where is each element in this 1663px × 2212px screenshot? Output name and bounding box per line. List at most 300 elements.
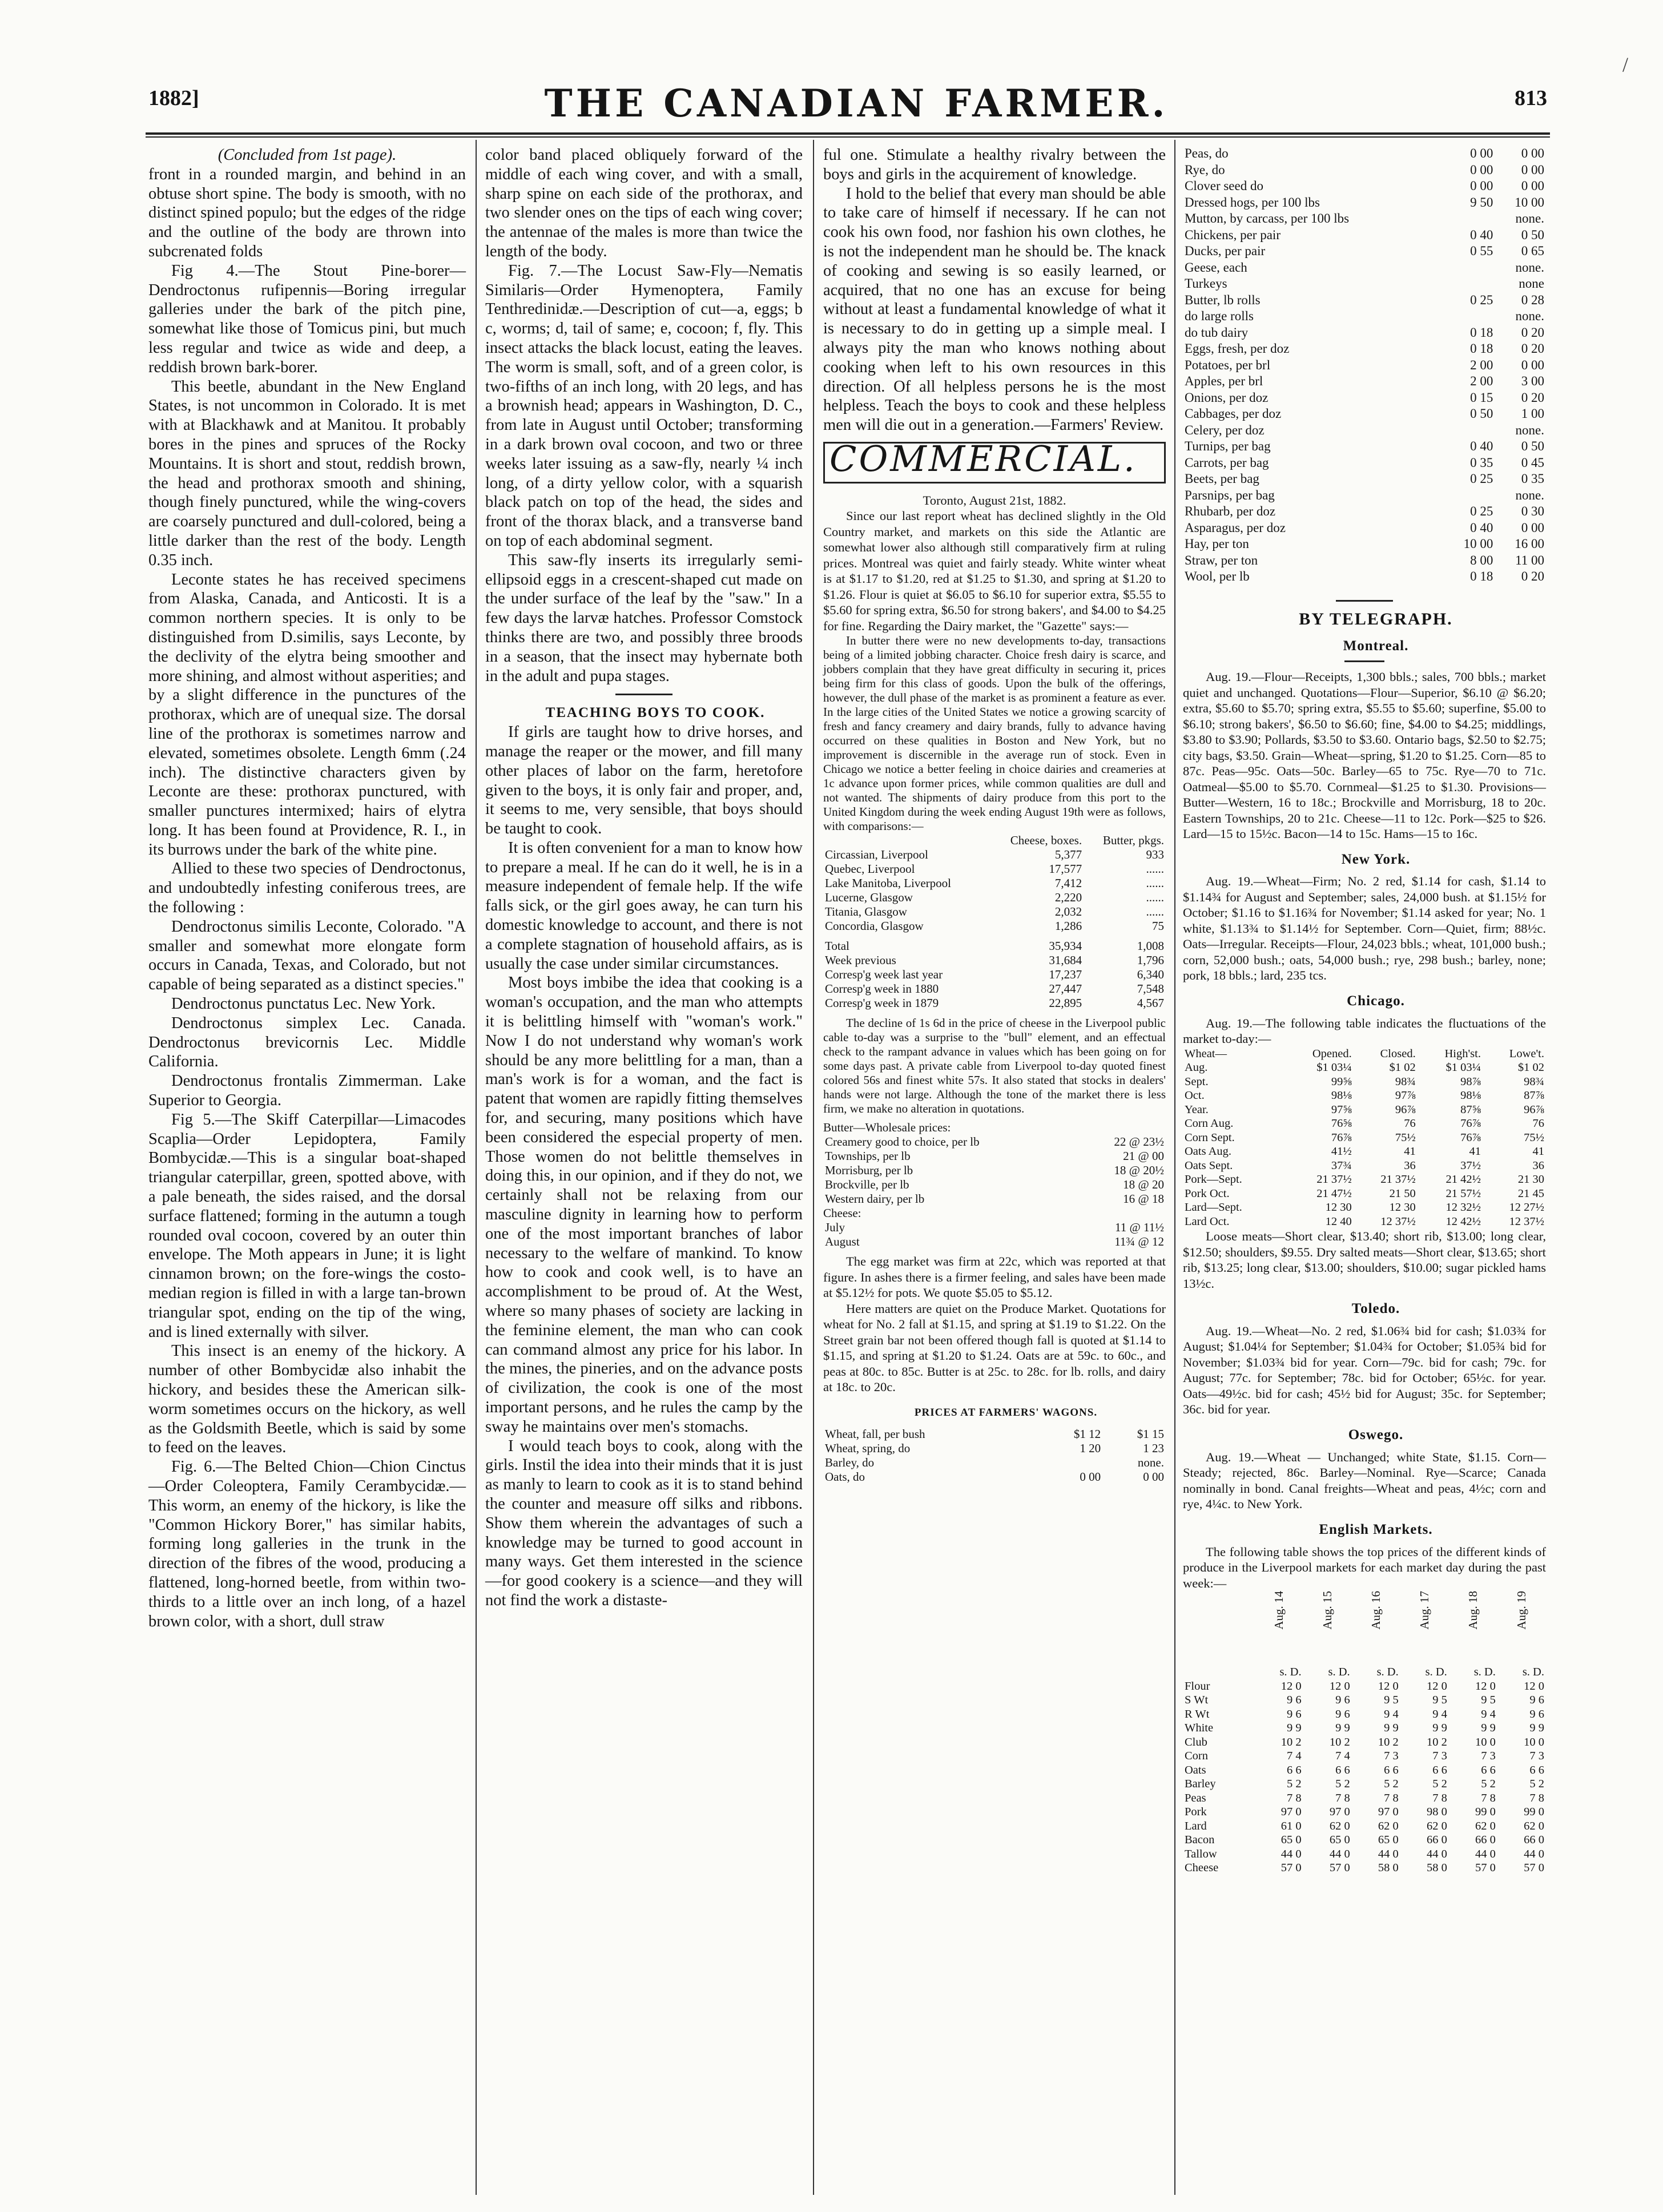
table-row xyxy=(823,1220,1166,1235)
paragraph: Here matters are quiet on the Produce Market. Quotations for wheat for No. 2 fall at $1.15, and spring at $1.19 to $1.22. On the Street grain bar not been offered though fall is quoted at $1.14 to $1.15, and spring at $1.20 to $1.24. Oats are at 59c. to 60c., and peas at 80c. to 85c. Butter is at 25c. to 28c. for lb. rolls, and dairy at 18c. to 20c. xyxy=(823,1301,1166,1395)
paragraph: Leconte states he has received specimens from Alaska, Canada, and Anticosti. It is a common northern species. It is only to be distinguished from D.similis, says Leconte, by the declivity of the elytra being smoother and more shining, and almost without asperities; and by a slight difference in the punctures of the prothorax, which are of unequal size. The dorsal line of the prothorax is sometimes narrow and elevated, sometimes obsolete. Length 6mm (.24 inch). The distinctive characters given by Leconte are these: prothorax punctured, with smaller punctures intermixed; hairs of elytra long. It has been found at Providence, R. I., in its burrows under the bark of the white pine. xyxy=(148,570,466,859)
table-cell: 7 3 xyxy=(1384,1750,1399,1763)
section-separator xyxy=(1336,600,1393,602)
table-cell: 41 xyxy=(1532,1145,1544,1158)
table-row xyxy=(823,1456,1166,1470)
table-cell: 0 20 xyxy=(1521,569,1544,583)
row-label: Lucerne, Glasgow xyxy=(825,891,913,905)
table-cell: 1,008 xyxy=(1137,939,1164,953)
row-label: Week previous xyxy=(825,953,896,968)
table-cell: 0 50 xyxy=(1521,439,1544,453)
table-cell: 76 xyxy=(1532,1117,1544,1130)
table-cell: 4,567 xyxy=(1137,996,1164,1010)
table-cell: 0 40 xyxy=(1470,520,1493,535)
units-label: s. D. xyxy=(1425,1666,1447,1679)
units-label: s. D. xyxy=(1328,1666,1350,1679)
table-cell: 11 @ 11½ xyxy=(1114,1220,1164,1235)
table-cell: $1 15 xyxy=(1137,1427,1164,1441)
continued-note: (Concluded from 1st page). xyxy=(218,146,397,164)
table-header: Lowe't. xyxy=(1509,1047,1544,1060)
table-cell: 57 0 xyxy=(1281,1862,1302,1875)
row-label: Circassian, Liverpool xyxy=(825,848,928,862)
row-label: July xyxy=(825,1220,845,1235)
table-header: Butter, pkgs. xyxy=(1102,833,1164,848)
date-header: Aug. 15 xyxy=(1320,1591,1334,1630)
market-report: Aug. 19.—The following table indicates the fluctuations of the market to-day:— xyxy=(1183,1016,1546,1046)
table-cell: 7 8 xyxy=(1481,1791,1496,1804)
table-row xyxy=(1183,1679,1546,1694)
table-cell: 35,934 xyxy=(1049,939,1082,953)
row-label: Dressed hogs, per 100 lbs xyxy=(1185,195,1320,209)
table-cell: 66 0 xyxy=(1426,1834,1447,1847)
table-row xyxy=(1183,1749,1546,1763)
paragraph: Fig 4.—The Stout Pine-borer—Dendroctonus rufipennis—Boring irregular galleries under the bark of the pitch pine, somewhat like those of Tomicus pini, but much less regular and twice as wide and deep, a reddish brown bark-borer. xyxy=(148,261,466,376)
paragraph: Dendroctonus frontalis Zimmerman. Lake Superior to Georgia. xyxy=(148,1072,466,1110)
table-cell: 66 0 xyxy=(1524,1834,1544,1847)
paragraph: This insect is an enemy of the hickory. A number of other Bombycidæ also inhabit the hickory, and besides these the American silk-worm sometimes occurs on the hickory, as well as the Goldsmith Beetle, which is said by some to feed on the leaves. xyxy=(148,1342,466,1457)
table-row xyxy=(1183,1693,1546,1707)
row-label: Rye, do xyxy=(1185,162,1225,177)
table-cell: 0 50 xyxy=(1470,406,1493,421)
paragraph: It is often convenient for a man to know how to prepare a meal. If he can do it well, he is in a measure independent of female help. If the wife falls sick, or the girl goes away, he can turn his domestic knowledge to account, and there is not a complete stagnation of household affairs, as is usually the case under similar circumstances. xyxy=(485,839,803,973)
table-cell: 0 00 xyxy=(1521,357,1544,372)
table-cell: 5 2 xyxy=(1287,1778,1302,1791)
chicago-fluctuations-table xyxy=(1183,1047,1546,1229)
table-cell: none. xyxy=(1515,422,1544,437)
row-label: Creamery good to choice, per lb xyxy=(825,1135,980,1149)
table-row xyxy=(823,1235,1166,1249)
table-cell: 75 xyxy=(1152,919,1164,933)
table-row xyxy=(1183,308,1546,325)
table-row xyxy=(1183,1089,1546,1103)
table-row xyxy=(1183,373,1546,390)
row-label: Pork Oct. xyxy=(1185,1187,1230,1200)
dateline: Toronto, August 21st, 1882. xyxy=(923,493,1066,507)
table-cell: 0 18 xyxy=(1470,569,1493,583)
date-header: Aug. 18 xyxy=(1466,1591,1480,1630)
table-cell: 21 37½ xyxy=(1316,1173,1352,1186)
butter-prices-table xyxy=(823,1135,1166,1206)
table-cell: 21 57½ xyxy=(1445,1187,1481,1200)
table-cell: 7,412 xyxy=(1054,876,1082,891)
paragraph: The egg market was firm at 22c, which was reported at that figure. In ashes there is a firmer feeling, and sales have been made at $5.12½ for pots. We quote $5.05 to $5.12. xyxy=(823,1254,1166,1300)
table-cell: 0 00 xyxy=(1143,1469,1164,1484)
table-row xyxy=(823,1427,1166,1441)
row-label: Peas, do xyxy=(1185,146,1229,160)
table-row xyxy=(1183,1103,1546,1117)
paragraph: This saw-fly inserts its irregularly semi-ellipsoid eggs in a crescent-shaped cut made on the under surface of the leaf by the "saw." In a few days the larvæ hatches. Professor Comstock thinks there are two, and possibly three broods in a season, that the insect may hybernate both in the adult and pupa stages. xyxy=(485,551,803,685)
table-cell: 6,340 xyxy=(1137,968,1164,982)
row-label: Carrots, per bag xyxy=(1185,455,1269,470)
table-cell: 933 xyxy=(1146,848,1164,862)
table-cell: 41 xyxy=(1469,1145,1481,1158)
table-header: Cheese, boxes. xyxy=(1010,833,1082,848)
table-cell: 0 40 xyxy=(1470,227,1493,242)
produce-prices-table xyxy=(1183,146,1546,585)
table-row xyxy=(823,862,1166,876)
market-heading: Chicago. xyxy=(1347,993,1405,1009)
row-label: Straw, per ton xyxy=(1185,553,1258,567)
table-cell: 44 0 xyxy=(1426,1847,1447,1860)
table-cell: 87⅞ xyxy=(1524,1089,1544,1102)
column-divider xyxy=(813,140,814,2195)
row-label: Turkeys xyxy=(1185,276,1227,291)
table-row xyxy=(1183,1847,1546,1862)
row-label: White xyxy=(1185,1722,1214,1735)
row-label: do large rolls xyxy=(1185,309,1254,323)
table-cell: 96⅞ xyxy=(1395,1103,1416,1116)
table-cell: 0 35 xyxy=(1521,472,1544,486)
table-row xyxy=(823,968,1166,982)
row-label: Morrisburg, per lb xyxy=(825,1163,913,1178)
table-cell: 62 0 xyxy=(1524,1819,1544,1832)
table-cell: 0 15 xyxy=(1470,390,1493,405)
row-label: Flour xyxy=(1185,1679,1210,1693)
table-cell: 12 0 xyxy=(1475,1679,1496,1693)
table-cell: 7 4 xyxy=(1287,1750,1302,1763)
row-label: do tub dairy xyxy=(1185,325,1249,340)
table-cell xyxy=(1444,487,1495,504)
row-label: August xyxy=(825,1235,860,1249)
table-row xyxy=(823,905,1166,919)
table-row xyxy=(1183,455,1546,472)
table-cell: 10 2 xyxy=(1329,1735,1350,1748)
table-row xyxy=(1183,422,1546,439)
column-1 xyxy=(148,146,466,1631)
table-cell: 10 00 xyxy=(1515,195,1544,209)
table-cell: 2,220 xyxy=(1054,891,1082,905)
newspaper-title: THE CANADIAN FARMER. xyxy=(544,81,1169,126)
table-cell: none. xyxy=(1515,309,1544,323)
telegraph-heading: BY TELEGRAPH. xyxy=(1299,609,1453,628)
row-label: Turnips, per bag xyxy=(1185,439,1271,453)
table-cell: 31,684 xyxy=(1049,953,1082,968)
table-cell xyxy=(1444,260,1495,276)
table-cell: 58 0 xyxy=(1378,1862,1399,1875)
column-3 xyxy=(823,146,1166,1484)
table-cell: 9 5 xyxy=(1481,1694,1496,1707)
row-label: S Wt xyxy=(1185,1694,1209,1707)
table-cell: 16 00 xyxy=(1515,537,1544,551)
table-row xyxy=(1183,536,1546,553)
row-label: Corn Sept. xyxy=(1185,1131,1235,1144)
row-label: Wheat, spring, do xyxy=(825,1441,911,1455)
row-label: Corn Aug. xyxy=(1185,1117,1234,1130)
row-label: Geese, each xyxy=(1185,260,1247,275)
row-label: Oats Sept. xyxy=(1185,1159,1233,1172)
row-label: Oct. xyxy=(1185,1089,1205,1102)
margin-mark: / xyxy=(1622,53,1629,76)
prices-heading: PRICES AT FARMERS' WAGONS. xyxy=(914,1406,1098,1419)
table-cell: 62 0 xyxy=(1475,1819,1496,1832)
table-row xyxy=(1183,1061,1546,1075)
row-label: Mutton, by carcass, per 100 lbs xyxy=(1185,211,1350,225)
table-cell: 11¾ @ 12 xyxy=(1114,1235,1164,1249)
table-row xyxy=(1183,195,1546,211)
row-label: Butter, lb rolls xyxy=(1185,292,1261,307)
table-cell: 87⅝ xyxy=(1460,1103,1481,1116)
table-cell: 8 00 xyxy=(1470,553,1493,567)
table-row xyxy=(1183,146,1546,162)
table-cell: 65 0 xyxy=(1378,1834,1399,1847)
table-cell: 37¾ xyxy=(1331,1159,1352,1172)
table-cell: 2 00 xyxy=(1470,374,1493,388)
table-row xyxy=(1183,1075,1546,1089)
row-label: Wool, per lb xyxy=(1185,569,1250,583)
table-row xyxy=(823,953,1166,968)
table-cell: 0 00 xyxy=(1521,179,1544,193)
paragraph: If girls are taught how to drive horses, and manage the reaper or the mower, and fill many other places of labor on the farm, heretofore given to the boys, it is only fair and proper, and, it seems to me, very sensible, that boys should be taught to cook. xyxy=(485,723,803,838)
butter-heading: Butter—Wholesale prices: xyxy=(823,1121,951,1135)
table-cell: 75½ xyxy=(1395,1131,1416,1144)
table-cell: 7 3 xyxy=(1432,1750,1447,1763)
table-cell: none xyxy=(1519,276,1544,291)
paragraph: front in a rounded margin, and behind in an obtuse short spine. The body is smooth, with no distinct spined populo; but the edges of the ridge and the outline of the body are thrown into subcrenated folds xyxy=(148,165,466,260)
table-cell: 0 35 xyxy=(1470,455,1493,470)
table-cell: 18 @ 20 xyxy=(1123,1178,1164,1192)
column-2 xyxy=(485,146,803,1610)
table-cell: 1 00 xyxy=(1521,406,1544,421)
paragraph: I hold to the belief that every man should be able to take care of himself if necessary. If he can not cook his own food, nor fashion his own clothes, he is not the independent man he should be. The knack of cooking and sewing is so easily learned, or acquired, that no one has an excuse for being without at least a fundamental knowledge of what it is necessary to do in getting up a simple meal. I always pity the man who knows nothing about cooking when left to his own resources in this direction. Of all helpless persons he is the most helpless. Teach the boys to cook and these helpless men will die out in a generation.—Farmers' Review. xyxy=(823,184,1166,434)
table-cell: 0 45 xyxy=(1521,455,1544,470)
market-report: Aug. 19.—Wheat—No. 2 red, $1.06¾ bid for cash; $1.03¾ for August; $1.04¼ for September; $1.04¾ for October; $1.05¾ bid for November; $1.03¾ bid for year. Corn—79c. bid for cash; 79c. for August; 77c. for September; 78c. bid for October; 65½c. for year. Oats—49½c. bid for cash; 45½ bid for August; 35c. for September; 36c. bid for year. xyxy=(1183,1323,1546,1417)
table-cell: 17,577 xyxy=(1049,862,1082,876)
table-row xyxy=(1183,1117,1546,1131)
table-cell: 0 28 xyxy=(1521,292,1544,307)
table-row xyxy=(1183,1187,1546,1201)
market-report: Aug. 19.—Flour—Receipts, 1,300 bbls.; sales, 700 bbls.; market quiet and unchanged. Quotations—Flour—Superior, $6.10 @ $6.20; extra, $5.60 to $5.70; spring extra, $5.55 to $5.60; superfine, $5.00 to $6.10; strong bakers', $6.50 to $6.60; fine, $4.00 to $4.25; middlings, $3.80 to $3.90; Pollards, $3.50 to $3.60. Ontario bags, $2.50 to $2.75; city bags, $3.50. Grain—Wheat—spring, $1.20 to $1.25. Corn—85 to 87c. Peas—95c. Oats—50c. Barley—65 to 75c. Rye—70 to 71c. Oatmeal—$5.00 to $5.70. Cornmeal—$1.25 to $1.30. Provisions—Butter—Western, 16 to 18c.; Brockville and Morrisburg, 18 to 20c. Eastern Townships, 20 to 21c. Cheese—11 to 12c. Pork—$25 to $26. Lard—15 to 15½c. Bacon—14 to 15c. Hams—15 to 16c. xyxy=(1183,670,1546,841)
table-cell: 21 50 xyxy=(1389,1187,1416,1200)
units-label: s. D. xyxy=(1376,1666,1399,1679)
row-label: Townships, per lb xyxy=(825,1149,911,1163)
table-cell: 7 4 xyxy=(1335,1750,1350,1763)
table-cell: 65 0 xyxy=(1281,1834,1302,1847)
row-label: Rhubarb, per doz xyxy=(1185,504,1276,518)
table-cell: 76⅞ xyxy=(1460,1131,1481,1144)
row-label: Hay, per ton xyxy=(1185,537,1249,551)
table-row xyxy=(1183,1159,1546,1173)
table-row xyxy=(1183,1777,1546,1791)
table-cell xyxy=(1444,308,1495,325)
table-cell: 75½ xyxy=(1524,1131,1544,1144)
table-cell: 0 65 xyxy=(1521,244,1544,258)
table-cell: 18 @ 20½ xyxy=(1114,1163,1164,1178)
table-row xyxy=(1183,1791,1546,1806)
table-cell: 5 2 xyxy=(1384,1778,1399,1791)
table-cell: 5,377 xyxy=(1054,848,1082,862)
units-label: s. D. xyxy=(1522,1666,1544,1679)
table-cell: $1 03¼ xyxy=(1316,1061,1352,1074)
table-cell: 98⅞ xyxy=(1460,1075,1481,1088)
row-label: Barley xyxy=(1185,1778,1216,1791)
table-row xyxy=(823,1163,1166,1178)
table-cell: 7 8 xyxy=(1529,1791,1544,1804)
date-header: Aug. 19 xyxy=(1515,1591,1529,1630)
table-row xyxy=(823,1470,1166,1484)
table-cell xyxy=(1039,1456,1102,1470)
table-row xyxy=(1183,1819,1546,1834)
table-cell: 65 0 xyxy=(1329,1834,1350,1847)
table-cell: 12 32½ xyxy=(1445,1201,1481,1214)
paragraph: This beetle, abundant in the New England States, is not uncommon in Colorado. It is met with at Blackhawk and at Manitou. It probably bores in the pines and spruces of the Rocky Mountains. It is short and stout, reddish brown, the head and prothorax smooth and shining, though finely punctured, while the wing-covers are coarsely punctured and dull-colored, being a little darker than the rest of the body. Length 0.35 inch. xyxy=(148,377,466,569)
table-row xyxy=(823,1149,1166,1163)
table-header: Closed. xyxy=(1380,1047,1416,1060)
row-label: Beets, per bag xyxy=(1185,472,1259,486)
row-label: Club xyxy=(1185,1735,1207,1748)
row-label: Lard Oct. xyxy=(1185,1215,1230,1228)
table-cell: 6 6 xyxy=(1529,1763,1544,1776)
table-cell: 12 0 xyxy=(1524,1679,1544,1693)
table-cell: 0 00 xyxy=(1080,1469,1101,1484)
table-cell: 21 37½ xyxy=(1380,1173,1416,1186)
table-cell xyxy=(1444,211,1495,227)
row-label: Chickens, per pair xyxy=(1185,227,1281,242)
row-label: Aug. xyxy=(1185,1061,1208,1074)
table-row xyxy=(1183,1200,1546,1215)
table-cell: 41 xyxy=(1404,1145,1416,1158)
table-cell: 41½ xyxy=(1331,1145,1352,1158)
article-heading: TEACHING BOYS TO COOK. xyxy=(545,705,766,721)
table-cell: 9 4 xyxy=(1432,1707,1447,1721)
table-cell: 10 2 xyxy=(1426,1735,1447,1748)
table-row xyxy=(1183,292,1546,309)
table-cell: 10 00 xyxy=(1463,537,1493,551)
table-cell: 9 9 xyxy=(1481,1722,1496,1735)
table-cell: 0 50 xyxy=(1521,227,1544,242)
table-cell: 44 0 xyxy=(1475,1847,1496,1860)
table-cell: 0 20 xyxy=(1521,325,1544,340)
header-year: 1882] xyxy=(148,86,199,110)
row-label: Quebec, Liverpool xyxy=(825,862,915,876)
paragraph: Dendroctonus similis Leconte, Colorado. "A smaller and somewhat more elongate form occurs in Canada, Texas, and Colorado, but not capable of being separated as a distinct species." xyxy=(148,917,466,994)
row-label: Eggs, fresh, per doz xyxy=(1185,341,1290,356)
section-separator xyxy=(1344,660,1384,662)
table-cell: 6 6 xyxy=(1335,1763,1350,1776)
table-cell: 1,796 xyxy=(1137,953,1164,968)
table-row xyxy=(1183,1763,1546,1778)
table-row xyxy=(823,939,1166,953)
table-cell: 9 6 xyxy=(1529,1694,1544,1707)
table-cell: 7 3 xyxy=(1529,1750,1544,1763)
table-cell: 0 18 xyxy=(1470,341,1493,356)
table-row xyxy=(1183,390,1546,406)
table-cell: 9 5 xyxy=(1432,1694,1447,1707)
table-cell: 10 2 xyxy=(1281,1735,1302,1748)
table-cell: 0 55 xyxy=(1470,244,1493,258)
paragraph: Fig. 6.—The Belted Chion—Chion Cinctus—Order Coleoptera, Family Cerambycidæ.—This worm, an enemy of the hickory, is like the "Common Hickory Borer," has similar habits, forming long galleries in the trunk in the direction of the fibres of the wood, producing a flattened, long-horned beetle, from within two-thirds to a little over an inch long, of a hazel brown color, with a short, dull straw xyxy=(148,1458,466,1630)
table-cell: 58 0 xyxy=(1426,1862,1447,1875)
row-label: Lard xyxy=(1185,1819,1207,1832)
table-cell: 9 4 xyxy=(1384,1707,1399,1721)
table-row xyxy=(1183,1721,1546,1735)
table-header: High'st. xyxy=(1444,1047,1481,1060)
table-row xyxy=(1183,520,1546,537)
table-cell: 0 00 xyxy=(1470,162,1493,177)
table-cell: 37½ xyxy=(1460,1159,1481,1172)
table-cell: 36 xyxy=(1532,1159,1544,1172)
date-header: Aug. 16 xyxy=(1368,1591,1383,1630)
table-cell: 16 @ 18 xyxy=(1123,1192,1164,1206)
paragraph: Fig. 7.—The Locust Saw-Fly—Nematis Similaris—Order Hymenoptera, Family Tenthredinidæ.—Description of cut—a, eggs; b c, worms; d, tail of same; e, cocoon; f, fly. This insect attacks the black locust, eating the leaves. The worm is small, soft, and of a green color, is two-fifths of an inch long, with 20 legs, and has a brownish head; appears in Washington, D. C., from late in August until October; transforming in a dark brown oval cocoon, and two or three weeks later issuing as a saw-fly, nearly ¼ inch long, of a dirty yellow color, with a squarish black patch on top of the head, the sides and front of the thorax black, and a transverse band on top of each abdominal segment. xyxy=(485,261,803,550)
row-label: Cabbages, per doz xyxy=(1185,406,1282,421)
row-label: Wheat, fall, per bush xyxy=(825,1427,925,1441)
table-cell: 21 @ 00 xyxy=(1123,1149,1164,1163)
table-row xyxy=(1183,1833,1546,1847)
table-cell: 2 00 xyxy=(1470,357,1493,372)
paragraph: Most boys imbibe the idea that cooking is a woman's occupation, and the man who attempts it is belittling himself with "woman's work." Now I do not understand why woman's work should be any more belittling for a man, than a man's work is for a woman, and the fact is patent that women are rapidly fitting themselves for, and securing, many positions which have been considered the especial property of men. Those women do not belittle themselves in doing this, in our opinion, and if they do not, we certainly shall not be relaxing from our masculine dignity in learning how to perform one of the most important branches of labor necessary to the welfare of mankind. To know how to cook and cook well, is to have an accomplishment to be proud of. At the West, where so many phases of society are lacking in the feminine element, the man who can cook can command almost any price for his labor. In the mines, the pineries, and on the advance posts of civilization, the cook is one of the most important persons, and he rules the camp by the sway he maintains over men's stomachs. xyxy=(485,974,803,1436)
market-report: Loose meats—Short clear, $13.40; short rib, $13.00; long clear, $12.50; shoulders, $9.55. Dry salted meats—Short clear, $13.65; short rib, $13.25; long clear, $13.00; shoulders, $10.00; sugar pickled hams 13½c. xyxy=(1183,1229,1546,1291)
paragraph: I would teach boys to cook, along with the girls. Instil the idea into their minds that it is just as manly to learn to cook as it is to stand behind the counter and measure off silks and ribbons. Show them wherein the advantages of such a knowledge may be turned to good account in many ways. Get them interested in the science—for good cookery is a science—and they will not find the work a distaste- xyxy=(485,1437,803,1609)
table-cell: 12 0 xyxy=(1378,1679,1399,1693)
table-cell: $1 12 xyxy=(1073,1427,1101,1441)
table-row xyxy=(1183,569,1546,585)
paragraph: color band placed obliquely forward of the middle of each wing cover, and with a small, sharp spine on each side of the prothorax, and two slender ones on the tips of each wing cover; the antennae of the males is more than twice the length of the body. xyxy=(485,146,803,260)
table-cell: none. xyxy=(1137,1455,1164,1469)
table-cell: 12 30 xyxy=(1389,1201,1416,1214)
paragraph: Dendroctonus simplex Lec. Canada. Dendroctonus brevicornis Lec. Middle California. xyxy=(148,1014,466,1071)
table-cell: 76⅝ xyxy=(1331,1117,1352,1130)
table-cell: 7,548 xyxy=(1137,982,1164,996)
table-cell: 97⅞ xyxy=(1395,1089,1416,1102)
row-label: Western dairy, per lb xyxy=(825,1192,925,1206)
table-row xyxy=(1183,211,1546,227)
table-cell: 98⅛ xyxy=(1460,1089,1481,1102)
row-label: Corresp'g week in 1879 xyxy=(825,996,939,1010)
row-label: Cheese xyxy=(1185,1862,1219,1875)
table-row xyxy=(1183,1735,1546,1750)
table-cell: 27,447 xyxy=(1049,982,1082,996)
table-header xyxy=(823,833,988,848)
row-label: Onions, per doz xyxy=(1185,390,1269,405)
table-cell: 9 50 xyxy=(1470,195,1493,209)
table-cell: 10 0 xyxy=(1475,1735,1496,1748)
table-row xyxy=(823,876,1166,891)
table-cell: 96⅞ xyxy=(1524,1103,1544,1116)
row-label: Sept. xyxy=(1185,1075,1209,1088)
table-cell: 12 30 xyxy=(1325,1201,1352,1214)
table-cell: 1,286 xyxy=(1054,919,1082,933)
table-cell: 9 5 xyxy=(1384,1694,1399,1707)
row-label: Corresp'g week last year xyxy=(825,968,943,982)
column-divider xyxy=(1174,140,1175,2195)
table-cell: 62 0 xyxy=(1329,1819,1350,1832)
table-cell: 44 0 xyxy=(1378,1847,1399,1860)
header-rule xyxy=(146,132,1550,135)
table-cell: 5 2 xyxy=(1529,1778,1544,1791)
table-cell: 12 40 xyxy=(1325,1215,1352,1228)
table-cell xyxy=(1444,276,1495,292)
table-row xyxy=(823,1441,1166,1456)
table-cell: 62 0 xyxy=(1426,1819,1447,1832)
table-cell: none. xyxy=(1515,260,1544,275)
table-header-row xyxy=(1183,1047,1546,1061)
market-heading: New York. xyxy=(1341,851,1411,867)
shipments-table xyxy=(823,833,1166,1010)
table-cell: 7 8 xyxy=(1432,1791,1447,1804)
table-header: Wheat— xyxy=(1185,1047,1227,1060)
table-row xyxy=(823,1135,1166,1149)
row-label: Brockville, per lb xyxy=(825,1178,909,1192)
table-cell: 12 37½ xyxy=(1380,1215,1416,1228)
table-cell: 7 8 xyxy=(1287,1791,1302,1804)
table-cell: $1 02 xyxy=(1389,1061,1416,1074)
table-row xyxy=(1183,406,1546,422)
row-label: Oats xyxy=(1185,1763,1206,1776)
table-cell: 97⅝ xyxy=(1331,1103,1352,1116)
row-label: Apples, per brl xyxy=(1185,374,1263,388)
table-cell: 0 25 xyxy=(1470,472,1493,486)
table-cell: 6 6 xyxy=(1432,1763,1447,1776)
